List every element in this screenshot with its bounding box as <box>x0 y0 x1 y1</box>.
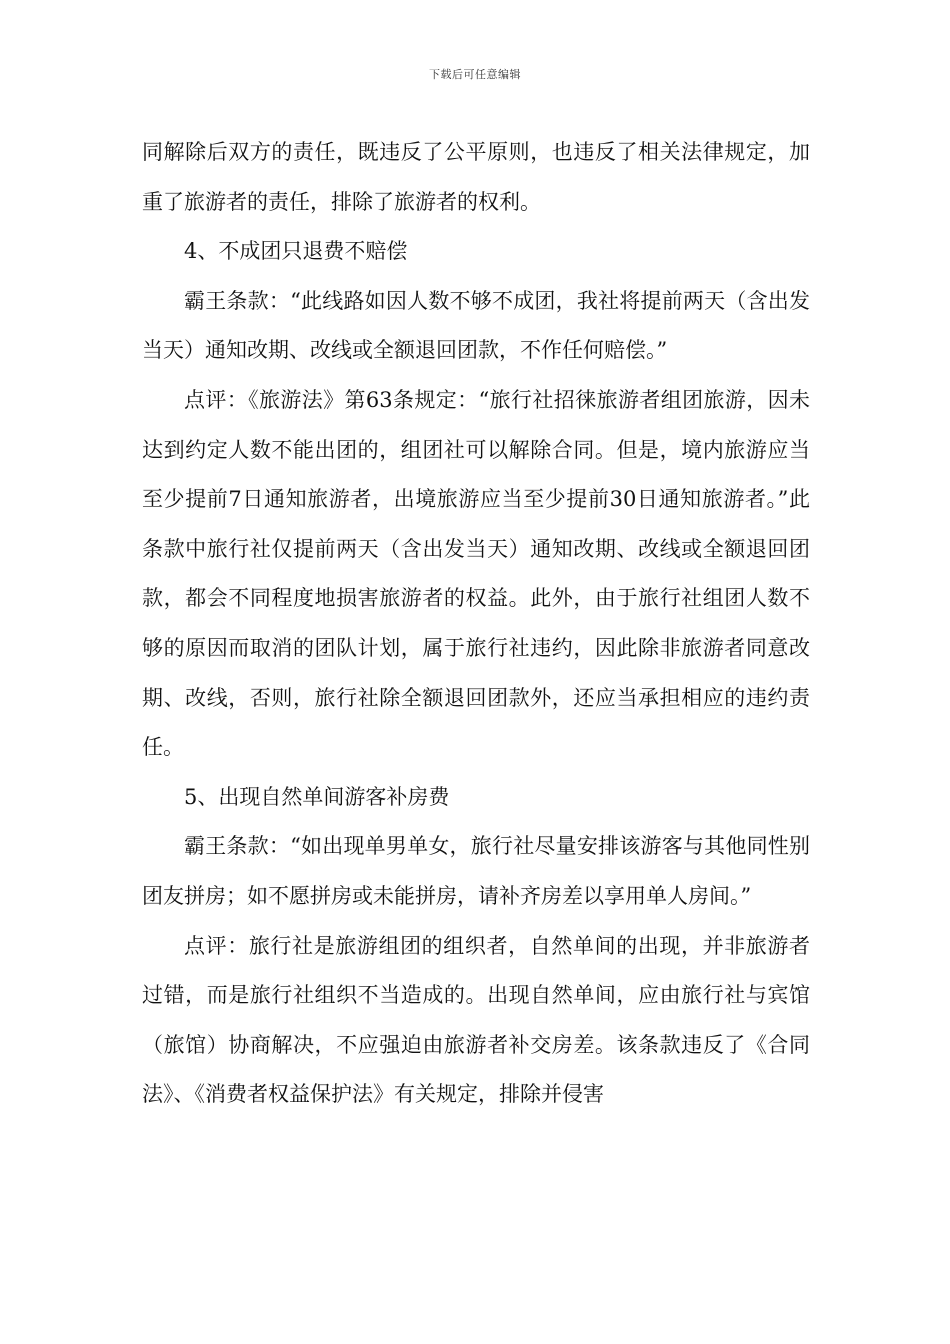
comment-paragraph-5: 点评：旅行社是旅游组团的组织者，自然单间的出现，并非旅游者过错，而是旅行社组织不当造成的。出现自然单间，应由旅行社与宾馆（旅馆）协商解决，不应强迫由旅游者补交房差。该条款违反了《合同法》、《消费者权益保护法》有关规定，排除并侵害 <box>142 933 810 1107</box>
comment-paragraph-4: 点评：《旅游法》第63条规定：“旅行社招徕旅游者组团旅游，因未达到约定人数不能出团的，组团社可以解除合同。但是，境内旅游应当至少提前7日通知旅游者，出境旅游应当至少提前30日通知旅游者。”此条款中旅行社仅提前两天（含出发当天）通知改期、改线或全额退回团款，都会不同程度地损害旅游者的权益。此外，由于旅行社组团人数不够的原因而取消的团队计划，属于旅行社违约，因此除非旅游者同意改期、改线，否则，旅行社除全额退回团款外，还应当承担相应的违约责任。 <box>142 387 810 760</box>
section-heading-4: 4、不成团只退费不赔偿 <box>184 239 408 264</box>
page-header: 下载后可任意编辑 <box>429 68 521 81</box>
document-body <box>142 128 810 1120</box>
section-heading-5: 5、出现自然单间游客补房费 <box>184 784 450 809</box>
clause-paragraph-4: 霸王条款：“此线路如因人数不够不成团，我社将提前两天（含出发当天）通知改期、改线或全额退回团款，不作任何赔偿。” <box>142 288 810 363</box>
paragraph-continuation: 同解除后双方的责任，既违反了公平原则，也违反了相关法律规定，加重了旅游者的责任，排除了旅游者的权利。 <box>142 140 810 214</box>
clause-paragraph-5: 霸王条款：“如出现单男单女，旅行社尽量安排该游客与其他同性别团友拼房；如不愿拼房或未能拼房，请补齐房差以享用单人房间。” <box>142 834 810 908</box>
